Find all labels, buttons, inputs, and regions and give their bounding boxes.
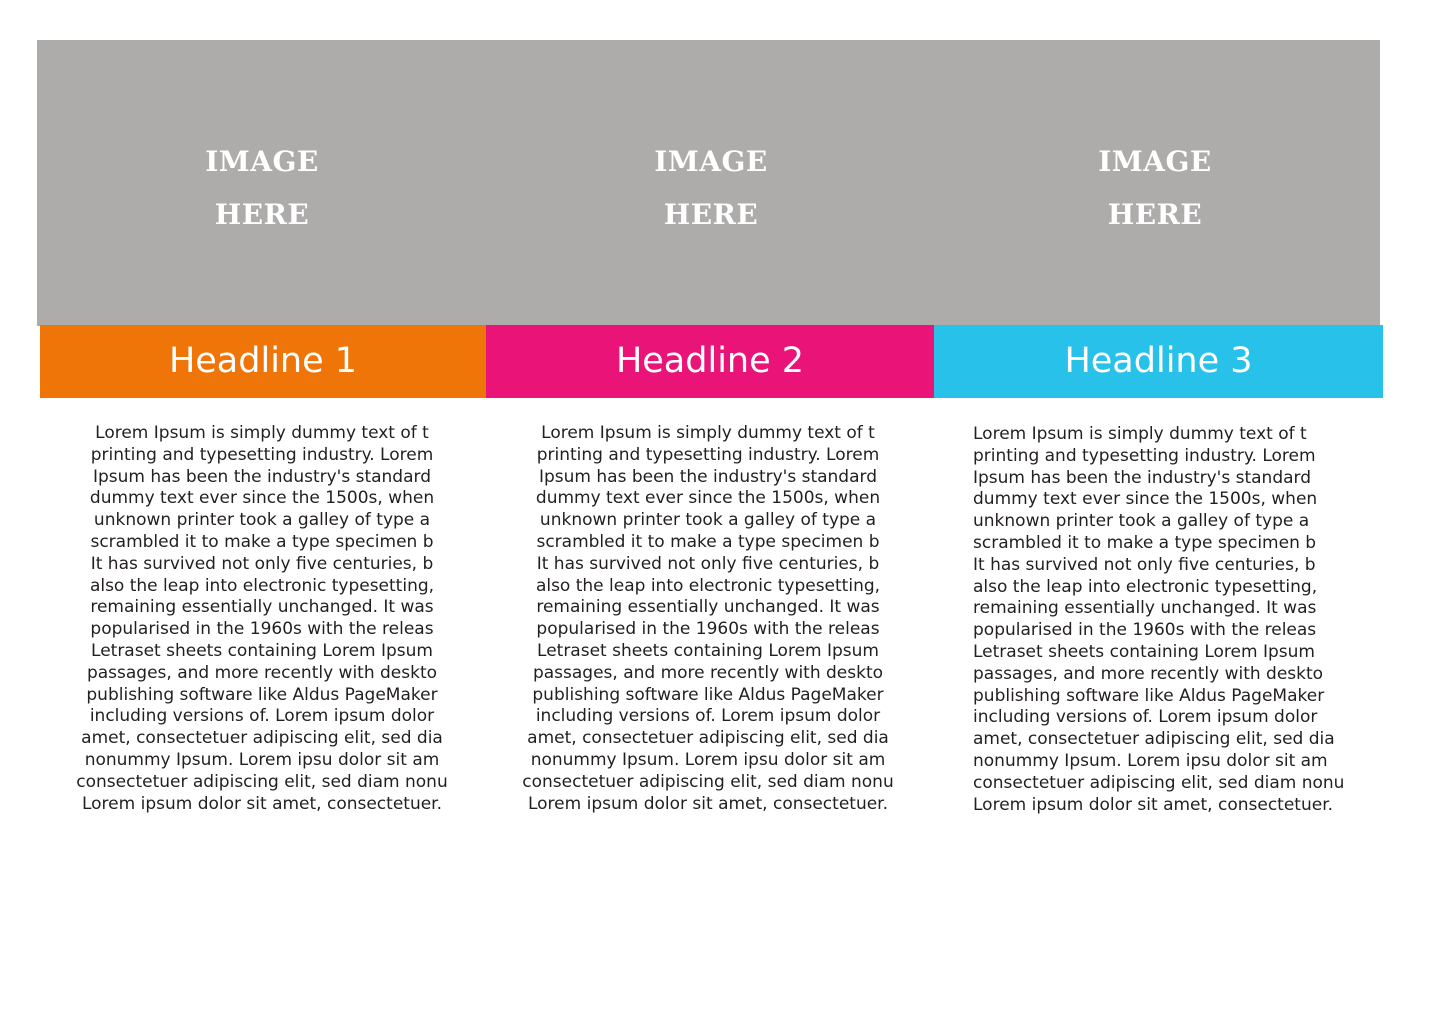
headline-1: Headline 1 [168, 341, 358, 381]
body-text-3: Lorem Ipsum is simply dummy text of t printing and typesetting industry. Lorem Ipsum has been the industry's standard dummy text ever since the 1500s, when unknown printer took a galley of type a scrambled it to make a type specimen b It has survived not only five centuries, b also the leap into electronic typesetting, remaining essentially unchanged. It was popularised in the 1960s with the releas Letraset sheets containing Lorem Ipsum passages, and more recently with deskto publishing software like Aldus PageMaker including versions of. Lorem ipsum dolor amet, consectetuer adipiscing elit, sed dia nonummy Ipsum. Lorem ipsu dolor sit am consectetuer adipiscing elit, sed diam nonu Lorem ipsum dolor sit amet, consectetuer. [973, 424, 1345, 815]
headline-bar-1 [40, 325, 486, 398]
headline-3: Headline 3 [1064, 341, 1253, 381]
image-placeholder-label: HERE [214, 198, 310, 231]
image-placeholder-label: IMAGE [1098, 145, 1212, 178]
headline-bar-3 [934, 325, 1383, 398]
body-text-2: Lorem Ipsum is simply dummy text of t printing and typesetting industry. Lorem Ipsum has been the industry's standard dummy text ever since the 1500s, when unknown printer took a galley of type a scrambled it to make a type specimen b It has survived not only five centuries, b also the leap into electronic typesetting, remaining essentially unchanged. It was popularised in the 1960s with the releas Letraset sheets containing Lorem Ipsum passages, and more recently with deskto publishing software like Aldus PageMaker including versions of. Lorem ipsum dolor amet, consectetuer adipiscing elit, sed dia nonummy Ipsum. Lorem ipsu dolor sit am consectetuer adipiscing elit, sed diam nonu Lorem ipsum dolor sit amet, consectetuer. [522, 423, 894, 814]
body-text-1: Lorem Ipsum is simply dummy text of t printing and typesetting industry. Lorem Ipsum has been the industry's standard dummy text ever since the 1500s, when unknown printer took a galley of type a scrambled it to make a type specimen b It has survived not only five centuries, b also the leap into electronic typesetting, remaining essentially unchanged. It was popularised in the 1960s with the releas Letraset sheets containing Lorem Ipsum passages, and more recently with deskto publishing software like Aldus PageMaker including versions of. Lorem ipsum dolor amet, consectetuer adipiscing elit, sed dia nonummy Ipsum. Lorem ipsu dolor sit am consectetuer adipiscing elit, sed diam nonu Lorem ipsum dolor sit amet, consectetuer. [76, 423, 448, 814]
image-placeholder-label: IMAGE [205, 145, 319, 178]
image-placeholder-2 [611, 135, 811, 241]
image-placeholder-label: HERE [1107, 198, 1203, 231]
image-placeholder-3 [1055, 135, 1255, 241]
image-placeholder-label: IMAGE [654, 145, 768, 178]
headline-2: Headline 2 [615, 341, 805, 381]
image-placeholder-1 [162, 135, 362, 241]
headline-bar-2 [486, 325, 934, 398]
image-placeholder-label: HERE [663, 198, 759, 231]
